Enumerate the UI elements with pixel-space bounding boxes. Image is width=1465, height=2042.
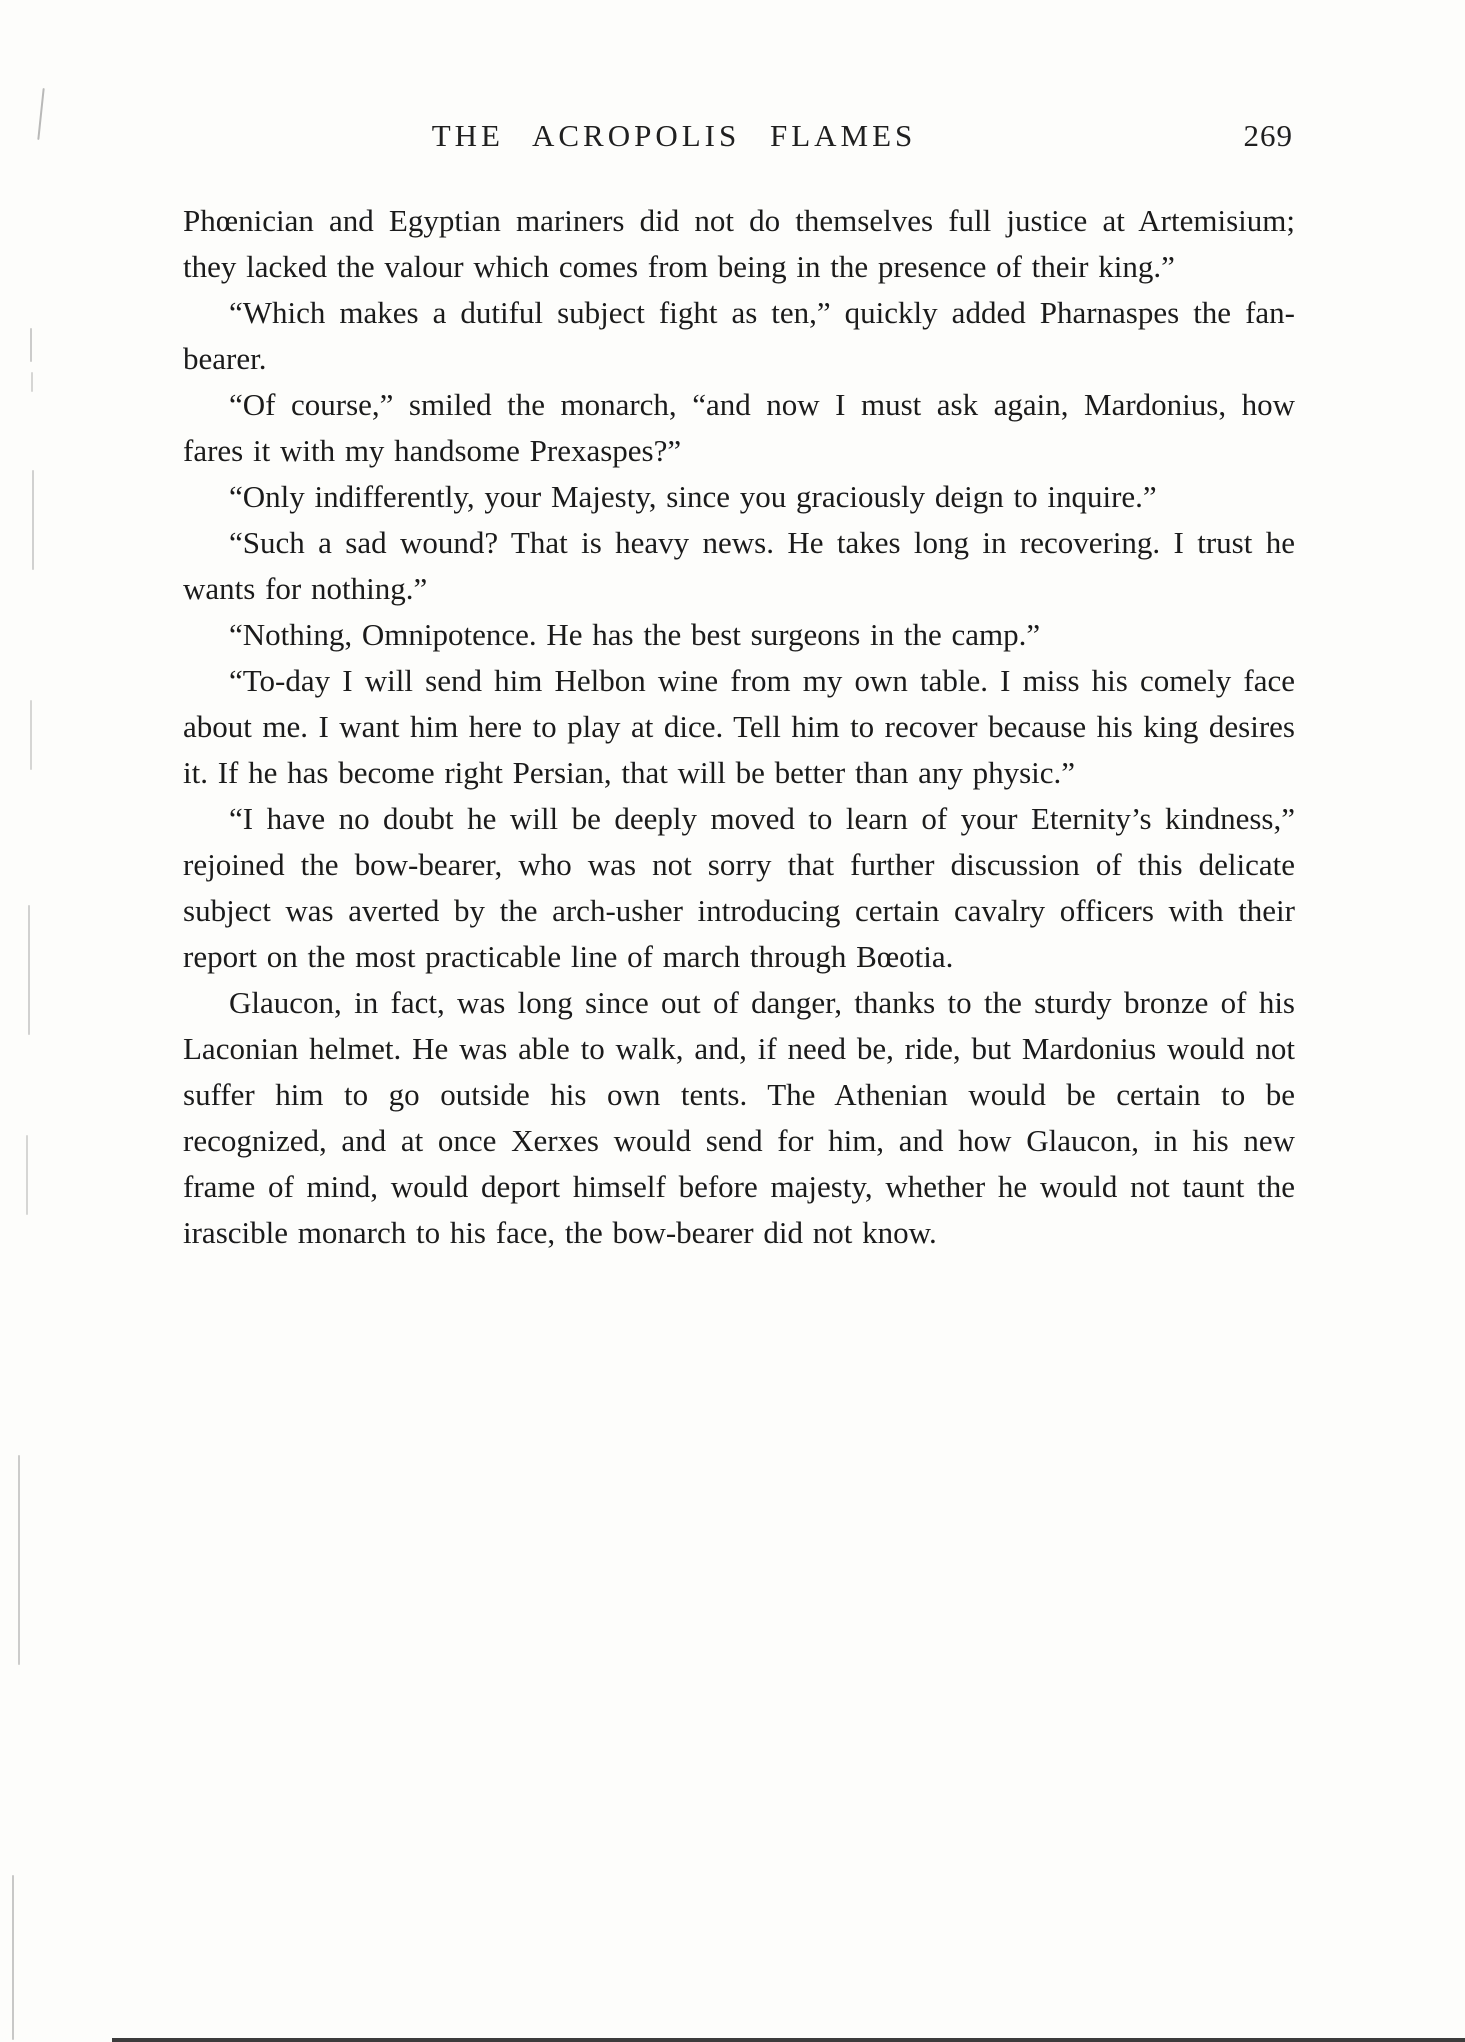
paragraph: “Such a sad wound? That is heavy news. He takes long in recovering. I trust he wants for nothing.” (183, 525, 1295, 606)
page-title: THE ACROPOLIS FLAMES (431, 118, 917, 153)
paragraph: “To-day I will send him Helbon wine from my own table. I miss his comely face about me. I want him here to play at dice. Tell him to recover because his king desires it. If he has become right Persian, that will be better than any physic.” (183, 663, 1295, 790)
scan-artifact-line (32, 470, 34, 570)
scan-artifact-line (37, 88, 44, 140)
scan-artifact-line (26, 1135, 28, 1215)
paragraph: “Of course,” smiled the monarch, “and now I must ask again, Mardonius, how fares it with my handsome Prexaspes?” (183, 387, 1295, 468)
scan-artifact-line (30, 700, 32, 770)
text-block (183, 118, 1295, 1256)
paragraph: “Only indifferently, your Majesty, since you graciously deign to inquire.” (229, 479, 1157, 514)
scan-artifact-line (18, 1455, 20, 1665)
paragraph: “Nothing, Omnipotence. He has the best surgeons in the camp.” (229, 617, 1041, 652)
paragraph: Glaucon, in fact, was long since out of danger, thanks to the sturdy bronze of his Laconian helmet. He was able to walk, and, if need be, ride, but Mardonius would not suffer him to go outside his own tents. The Athenian would be certain to be recognized, and at once Xerxes would send for him, and how Glaucon, in his new frame of mind, would deport himself before majesty, whether he would not taunt the irascible monarch to his face, the bow-bearer did not know. (183, 985, 1295, 1250)
paragraph: “Which makes a dutiful subject fight as ten,” quickly added Pharnaspes the fan-bearer. (183, 295, 1295, 376)
scan-artifact-line (12, 1875, 14, 2040)
scan-edge-shadow (112, 2038, 1465, 2042)
scan-artifact-line (30, 328, 32, 362)
body-text (183, 198, 1295, 1256)
paragraph: Phœnician and Egyptian mariners did not do themselves full justice at Artemisium; they lacked the valour which comes from being in the presence of their king.” (183, 203, 1295, 284)
scan-artifact-line (28, 905, 30, 1035)
paragraph: “I have no doubt he will be deeply moved to learn of your Eternity’s kindness,” rejoined the bow-bearer, who was not sorry that further discussion of this delicate subject was averted by the arch-usher introducing certain cavalry officers with their report on the most practicable line of march through Bœotia. (183, 801, 1295, 974)
scan-artifact-line (31, 372, 33, 392)
running-header (183, 118, 1295, 170)
page-number: 269 (1243, 118, 1293, 153)
